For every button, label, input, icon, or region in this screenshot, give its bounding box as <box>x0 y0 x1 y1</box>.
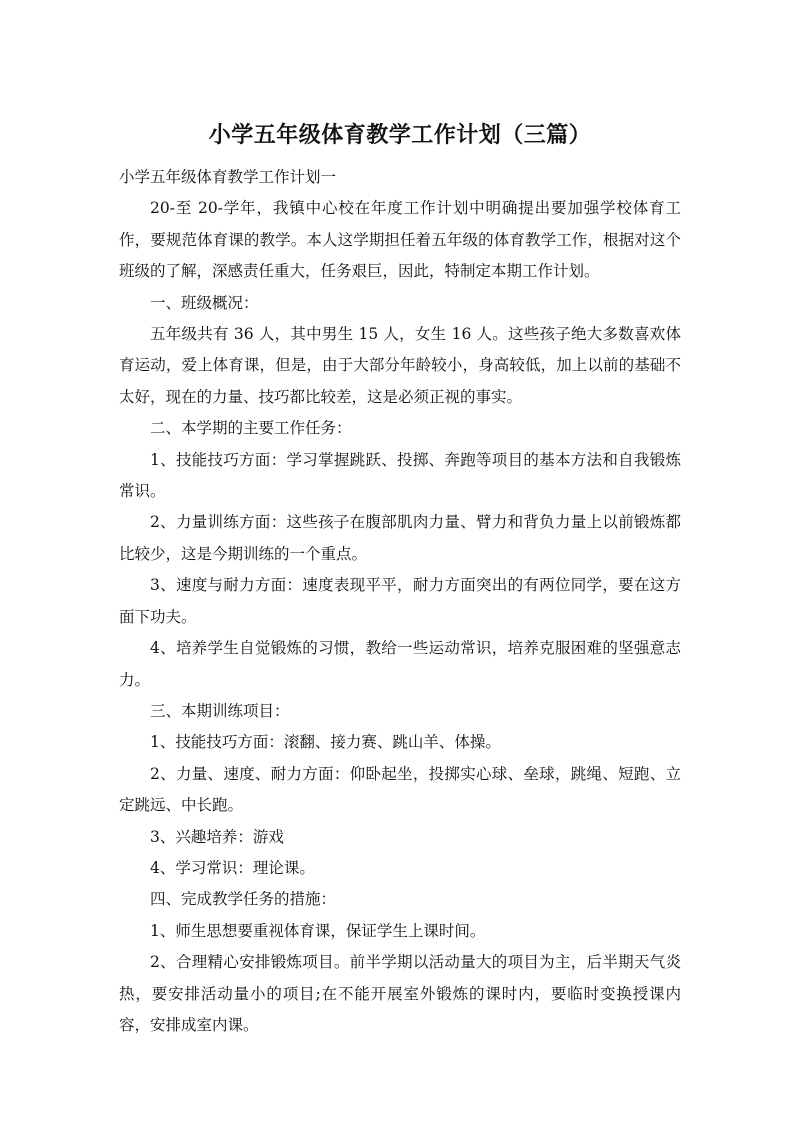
section-heading-training-items: 三、本期训练项目： <box>150 701 290 720</box>
training-item-knowledge: 4、学习常识：理论课。 <box>150 858 315 877</box>
section-subtitle: 小学五年级体育教学工作计划一 <box>119 168 337 186</box>
training-item-skills: 1、技能技巧方面：滚翻、接力赛、跳山羊、体操。 <box>150 733 501 752</box>
task-item-habits: 4、培养学生自觉锻炼的习惯，教给一些运动常识，培养克服困难的坚强意志力。 <box>119 639 681 689</box>
training-item-strength-speed: 2、力量、速度、耐力方面：仰卧起坐，投掷实心球、垒球，跳绳、短跑、立定跳远、中长跑。 <box>119 764 681 815</box>
section-heading-class-overview: 一、班级概况： <box>150 293 259 312</box>
section-heading-measures: 四、完成教学任务的措施： <box>150 890 337 909</box>
measure-item-attitude: 1、师生思想要重视体育课，保证学生上课时间。 <box>150 921 486 940</box>
intro-paragraph: 20-至 20-学年，我镇中心校在年度工作计划中明确提出要加强学校体育工作，要规范体育课的教学。本人这学期担任着五年级的体育教学工作，根据对这个班级的了解，深感责任重大，任务艰巨，因此，特制定本期工作计划。 <box>119 199 681 281</box>
section-heading-main-tasks: 二、本学期的主要工作任务： <box>150 419 352 438</box>
document-title: 小学五年级体育教学工作计划（三篇） <box>208 123 592 148</box>
task-item-strength: 2、力量训练方面：这些孩子在腹部肌肉力量、臂力和背负力量上以前锻炼都比较少，这是今期训练的一个重点。 <box>119 513 681 563</box>
measure-item-scheduling: 2、合理精心安排锻炼项目。前半学期以活动量大的项目为主，后半期天气炎热，要安排活动量小的项目;在不能开展室外锻炼的课时内，要临时变换授课内容，安排成室内课。 <box>119 953 681 1034</box>
class-overview-paragraph: 五年级共有 36 人，其中男生 15 人，女生 16 人。这些孩子绝大多数喜欢体育运动，爱上体育课，但是，由于大部分年龄较小，身高较低，加上以前的基础不太好，现在的力量、技巧都比较差，这是必须正视的事实。 <box>119 325 681 406</box>
training-item-interest: 3、兴趣培养：游戏 <box>150 827 284 846</box>
document-body <box>119 162 681 1041</box>
task-item-speed-endurance: 3、速度与耐力方面：速度表现平平，耐力方面突出的有两位同学，要在这方面下功夫。 <box>119 576 681 626</box>
task-item-skills: 1、技能技巧方面：学习掌握跳跃、投掷、奔跑等项目的基本方法和自我锻炼常识。 <box>119 450 681 501</box>
